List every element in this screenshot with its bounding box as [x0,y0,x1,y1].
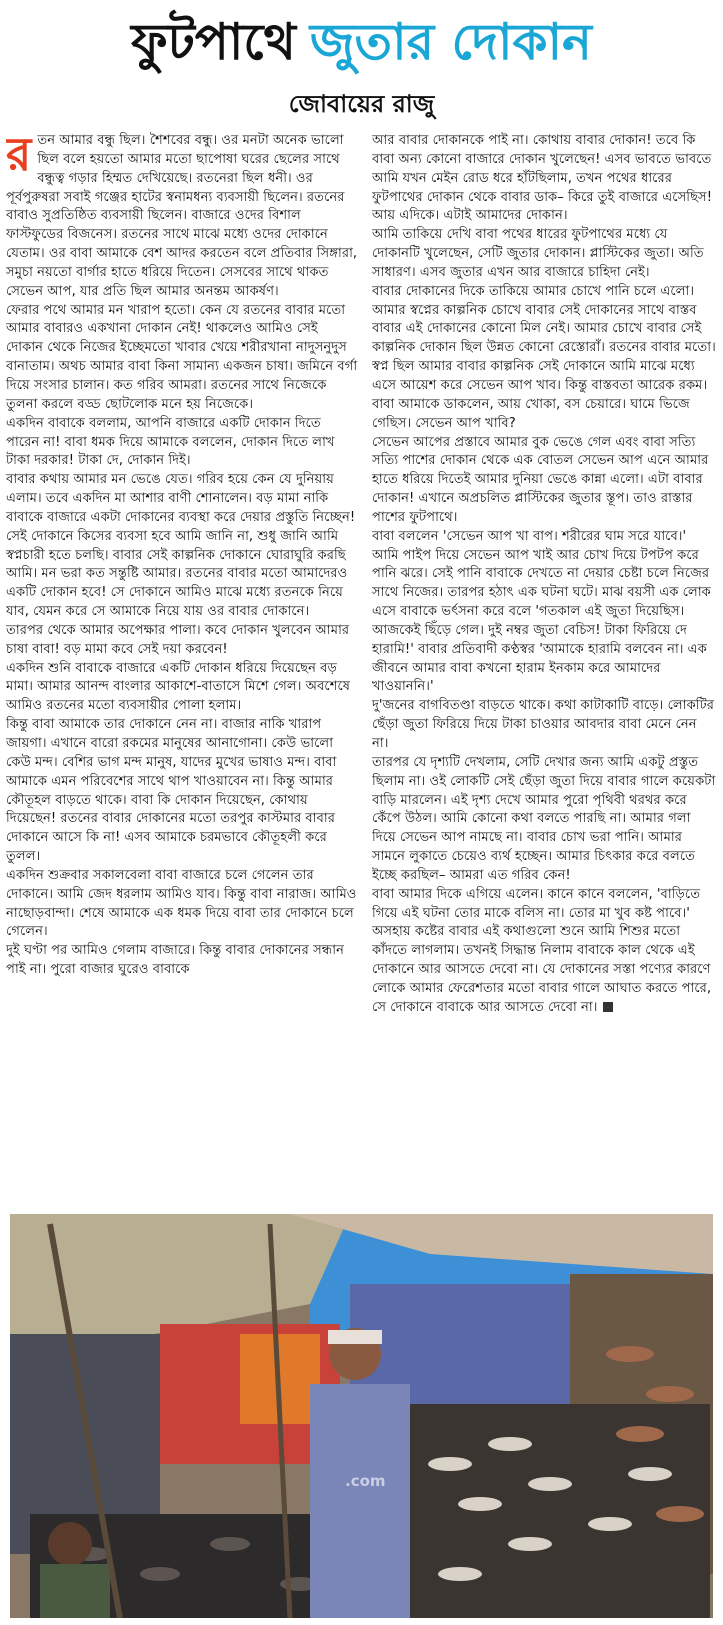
article-paragraph: বাবার কথায় আমার মন ভেঙে যেত। গরিব হয়ে কেন যে দুনিয়ায় এলাম। তবে একদিন মা আশার বাণী শোনালেন। বড় মামা নাকি বাবাকে বাজারে একটা দোকানের ব্যবস্থা করে দেয়ার প্রস্তুতি নিচ্ছেন! [6,472,356,525]
article-paragraph: একদিন বাবাকে বললাম, আপনি বাজারে একটি দোকান দিতে পারেন না! বাবা ধমক দিয়ে আমাকে বললেন, দোকান দিতে লাখ টাকা দরকার! টাকা দে, দোকান দিই। [6,415,335,469]
article-paragraph: দুই ঘণ্টা পর আমিও গেলাম বাজারে। কিন্তু বাবার দোকানের সন্ধান পাই না। পুরো বাজার ঘুরেও বাবাকে [6,943,344,978]
article-paragraph: অসহায় কষ্টের বাবার এই কথাগুলো শুনে আমি শিশুর মতো কাঁদতে লাগলাম। তখনই সিদ্ধান্ত নিলাম বাবাকে কাল থেকে এই দোকানে আর আসতে দেবো না। যে দোকানের সস্তা পণ্যের কারণে লোকে আমার ফেরেশতার মতো বাবার গালে আঘাত করতে পারে, সে দোকানে বাবাকে আর আসতে দেবো না। [372,924,712,1015]
article-title [0,6,723,78]
photo-illustration [10,1214,713,1618]
article-paragraph: একদিন শুনি বাবাকে বাজারে একটি দোকান ধরিয়ে দিয়েছেন বড় মামা। আমার আনন্দ বাংলার আকাশে-বাতাসে মিশে গেল। অবশেষে আমিও রতনের মতো ব্যবসায়ীর পোলা হলাম। [6,660,351,714]
article-paragraph: দু'জনের বাগবিতণ্ডা বাড়তে থাকে। কথা কাটাকাটি বাড়ে। লোকটির ছেঁড়া জুতা ফিরিয়ে দিয়ে টাকা চাওয়ার আবদার বাবা মেনে নেন না। [372,698,715,751]
title-part-2: জুতার দোকান [309,13,592,71]
article-column-right [372,132,716,1212]
photo-watermark: .com [345,1472,386,1490]
article-paragraph: ফেরার পথে আমার মন খারাপ হতো। কেন যে রতনের বাবার মতো আমার বাবারও একখানা দোকান নেই! থাকলেও আমিও সেই দোকান থেকে নিজের ইচ্ছেমতো খাবার খেয়ে শরীরখানা নাদুসনুদুস বানাতাম। অথচ আমার বাবা কিনা সামান্য একজন চাষা। জমিনে বর্গা দিয়ে সংসার চালান। কত গরিব আমরা। রতনের সাথে নিজেকে তুলনা করলে বড্ড ছোটলোক মনে হয় নিজেকে। [6,302,358,412]
shoe-stall-photo [10,1214,713,1618]
article-paragraph: রতন আমার বন্ধু ছিল। শৈশবের বন্ধু। ওর মনটা অনেক ভালো ছিল বলে হয়তো আমার মতো ছাপোষা ঘরের ছেলের সাথে বন্ধুত্ব গড়ার হিম্মত দেখিয়েছে। রতনেরা ছিল ধনী। ওর পূর্বপুরুষরা সবাই গঞ্জের হাটের স্বনামধন্য ব্যবসায়ী ছিলেন। রতনের বাবাও সুপ্রতিষ্ঠিত ব্যবসায়ী ছিলেন। বাজারে ওদের বিশাল ফাস্টফুডের বিজনেস। রতনের সাথে মাঝে মধ্যে ওদের দোকানে যেতাম। ওর বাবা আমাকে বেশ আদর করতেন বলে প্রতিবার সিঙ্গারা, সমুচা নয়তো বার্গার হাতে ধরিয়ে দিতেন। সেসবের সাথে থাকত সেভেন আপ, যার প্রতি ছিল আমার অনন্তম আকর্ষণ। [6,132,358,299]
article-paragraph: তারপর যে দৃশ্যটি দেখলাম, সেটি দেখার জন্য আমি একটু প্রস্তুত ছিলাম না। ওই লোকটি সেই ছেঁড়া জুতা দিয়ে বাবার গালে কয়েকটা বাড়ি মারলেন। এই দৃশ্য দেখে আমার পুরো পৃথিবী থরথর করে কেঁপে উঠল। আমি কোনো কথা বলতে পারছি না। আমার গলা দিয়ে সেভেন আপ নামছে না। বাবার চোখ ভরা পানি। আমার সামনে লুকাতে চেয়েও ব্যর্থ হচ্ছেন। আমার চিৎকার করে বলতে ইচ্ছে করছিল– আমরা এত গরিব কেন! [372,754,716,883]
article-paragraph: তারপর থেকে আমার অপেক্ষার পালা। কবে দোকান খুলবেন আমার চাষা বাবা! বড় মামা কবে সেই দয়া করবেন! [6,622,350,657]
article-paragraph: সেই দোকানে কিসের ব্যবসা হবে আমি জানি না, শুধু জানি আমি স্বপ্নচারী হতে চলছি। বাবার সেই কাল্পনিক দোকানে ঘোরাঘুরি করছি আমি। মন ভরা কত সন্তুষ্টি আমার। রতনের বাবার মতো আমাদেরও একটি দোকান হবে! সে দোকানে আমিও মাঝে মধ্যে রতনকে নিয়ে যাব, যেমন করে সে আমাকে নিয়ে যায় ওর বাবার দোকানে। [6,528,348,620]
article-paragraph: একদিন শুক্রবার সকালবেলা বাবা বাজারে চলে গেলেন তার দোকানে। আমি জেদ ধরলাম আমিও যাব। কিন্তু বাবা নারাজ। আমিও নাছোড়বান্দা। শেষে আমাকে এক ধমক দিয়ে বাবা তার দোকানে চলে গেলেন। [6,867,357,940]
article-paragraph: আমি তাকিয়ে দেখি বাবা পথের ধারের ফুটপাথের মধ্যে যে দোকানটি খুলেছেন, সেটি জুতার দোকান। প্লাস্টিকের জুতা। অতি সাধারণ। এসব জুতার এখন আর বাজারে চাহিদা নেই। [372,227,704,280]
article-paragraph: বাবা আমার দিকে এগিয়ে এলেন। কানে কানে বললেন, 'বাড়িতে গিয়ে এই ঘটনা তোর মাকে বলিস না। তোর মা খুব কষ্ট পাবে।' [372,886,701,921]
end-mark-icon [603,1002,613,1012]
drop-cap: র [6,132,32,181]
article-paragraph: আর বাবার দোকানকে পাই না। কোথায় বাবার দোকান! তবে কি বাবা অন্য কোনো বাজারে দোকান খুলেছেন! এসব ভাবতে ভাবতে আমি যখন মেইন রোড ধরে হাঁটছিলাম, তখন পথের ধারের ফুটপাথের দোকান থেকে বাবার ডাক– কিরে তুই বাজারে এসেছিস! আয় এদিকে। এটাই আমাদের দোকান। [372,133,713,224]
article-paragraph: বাবার দোকানের দিকে তাকিয়ে আমার চোখে পানি চলে এলো। আমার স্বপ্নের কাল্পনিক চোখে বাবার সেই দোকানের সাথে বাস্তব বাবার এই দোকানের কোনো মিল নেই। আমার চোখে বাবার সেই কাল্পনিক দোকান ছিল উন্নত কোনো রেস্তোরাঁ। রতনের বাবার মতো। স্বপ্ন ছিল আমার বাবার কাল্পনিক সেই দোকানে আমি মাঝে মধ্যে এসে আয়েশ করে সেভেন আপ খাব। কিন্তু বাস্তবতা আরেক রকম। বাবা আমাকে ডাকলেন, আয় খোকা, বস চেয়ারে। ঘামে ভিজে গেছিস। সেভেন আপ খাবি? [372,283,716,431]
author-byline: জোবায়ের রাজু [288,90,435,118]
article-paragraph: কিন্তু বাবা আমাকে তার দোকানে নেন না। বাজার নাকি খারাপ জায়গা। এখানে বারো রকমের মানুষের আনাগোনা। কেউ ভালো কেউ মন্দ। বেশির ভাগ মন্দ মানুষ, যাদের মুখের ভাষাও মন্দ। বাবা আমাকে এমন পরিবেশের সাথে থাপ খাওয়াবেন না। কিন্তু আমার কৌতূহল বাড়তে থাকে। বাবা কি দোকান দিয়েছেন, কোথায় দিয়েছেন! রতনের বাবার দোকানের মতো তরপুর কাস্টমার বাবার দোকানে আসে কি না! এসব আমাকে চরমভাবে কৌতূহলী করে তুলল। [6,717,337,865]
article-paragraph: বাবা বললেন 'সেভেন আপ খা বাপ। শরীরের ঘাম সরে যাবে।' আমি পাইপ দিয়ে সেভেন আপ খাই আর চোখ দিয়ে টপটপ করে পানি ঝরে। সেই পানি বাবাকে দেখতে না দেয়ার চেষ্টা চলে নিজের সাথে নিজের। তারপর হঠাৎ এক ঘটনা ঘটে। মাঝ বয়সী এক লোক এসে বাবাকে ভর্ৎসনা করে বলে 'গতকাল এই জুতা দিয়েছিস। আজকেই ছিঁড়ে গেল। দুই নম্বর জুতা বেচিস! টাকা ফিরিয়ে দে হারামি!' বাবার প্রতিবাদী কণ্ঠস্বর 'আমাকে হারামি বলবেন না। এক জীবনে আমার বাবা কখনো হারাম ইনকাম করে আমাদের খাওয়াননি।' [372,528,711,695]
title-part-1: ফুটপাথে [131,13,296,71]
article-column-left [6,132,358,1212]
article-paragraph: সেভেন আপের প্রস্তাবে আমার বুক ভেঙে গেল এবং বাবা সত্যি সত্যি পাশের দোকান থেকে এক বোতল সেভেন আপ এনে আমার হাতে ধরিয়ে দিতেই আমার দুনিয়া ভেঙে কান্না এলো। এটা বাবার দোকান! এখানে অপ্রচলিত প্লাস্টিকের জুতার স্তূপ। তাও রাস্তার পাশের ফুটপাথে। [372,434,709,525]
